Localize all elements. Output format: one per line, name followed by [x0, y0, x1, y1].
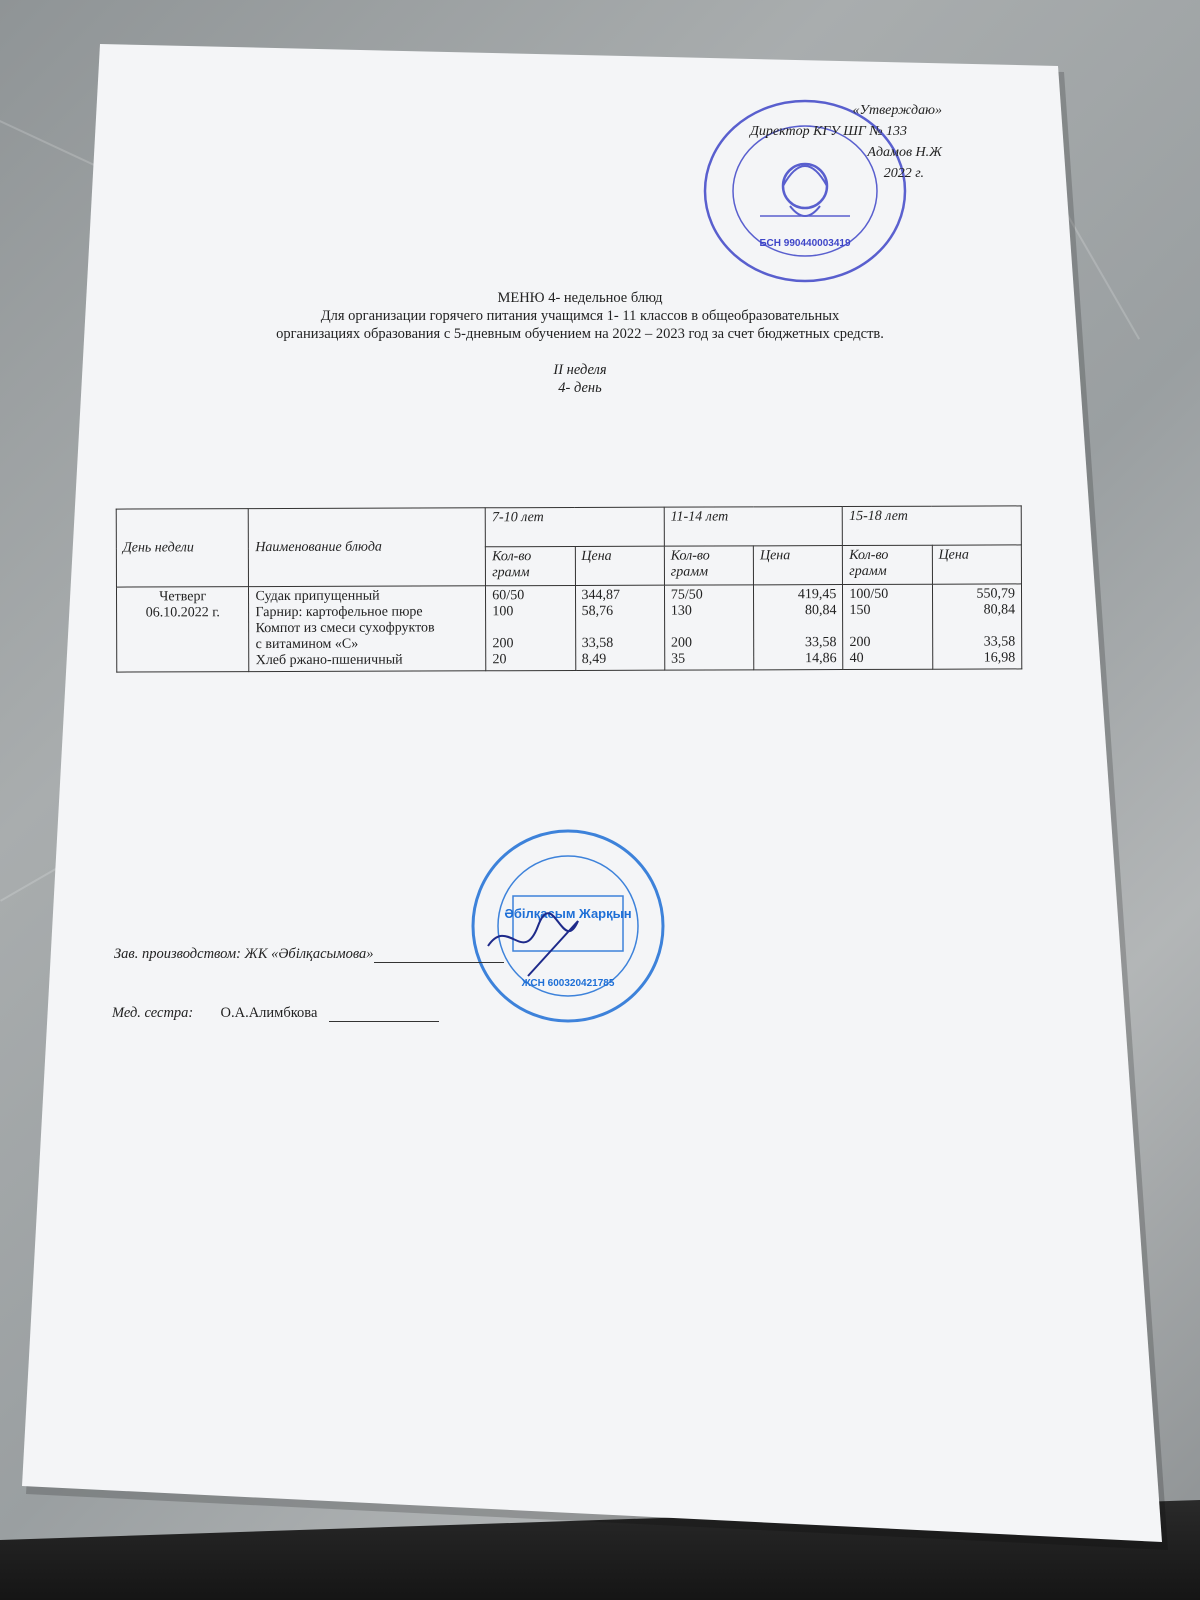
price-value: 550,79 — [976, 586, 1016, 602]
approval-line-1: «Утверждаю» — [852, 103, 942, 118]
qty-value: 130 — [670, 603, 692, 619]
qty-value: 35 — [671, 651, 686, 667]
qty-value: 40 — [849, 650, 864, 667]
bottom-seal-name: Әбілқасым Жарқын — [504, 906, 632, 921]
header-age-group-3: 15-18 лет — [843, 506, 1022, 546]
dish-3-cont: с витамином «С» — [255, 636, 359, 653]
price-value: 419,45 — [797, 587, 837, 603]
header-price-1: Цена — [575, 546, 664, 585]
qty-value: 200 — [670, 635, 693, 651]
day-date: 06.10.2022 г. — [145, 605, 220, 621]
nurse-sign-blank — [329, 1021, 439, 1022]
price-value: 80,84 — [804, 603, 837, 619]
price-value: 8,49 — [581, 651, 607, 667]
price-value: 344,87 — [581, 587, 621, 603]
production-label: Зав. производством: ЖК «Әбілқасымова» — [114, 946, 374, 962]
dish-1: Судак припущенный — [255, 588, 380, 605]
price-value: 16,98 — [983, 650, 1016, 666]
approval-block — [720, 100, 942, 184]
signature-scribble — [488, 913, 578, 976]
menu-table — [116, 505, 1023, 672]
production-sign-blank — [374, 962, 504, 963]
bottom-official-seal — [468, 826, 668, 1026]
qty-value: 200 — [849, 634, 871, 651]
table-row — [116, 584, 1021, 672]
qty-cell-group-1 — [486, 585, 576, 670]
qty-value: 150 — [849, 602, 871, 619]
title-line-3: организациях образования с 5-дневным обучением на 2022 – 2023 год за счет бюджетных средств. — [276, 326, 884, 342]
price-value: 14,86 — [805, 651, 837, 667]
bottom-seal-id: ЖСН 600320421785 — [521, 978, 615, 989]
price-value — [939, 618, 1015, 634]
header-dish-name: Наименование блюда — [249, 508, 486, 587]
price-value: 33,58 — [805, 635, 837, 651]
title-line-1: МЕНЮ 4- недельное блюд — [497, 290, 663, 306]
day-label: 4- день — [558, 380, 602, 396]
approval-line-2: Директор КГУ ШГ № 133 — [750, 124, 908, 139]
dish-3: Компот из смеси сухофруктов — [255, 620, 435, 637]
header-qty-2: Кол-во грамм — [664, 546, 753, 585]
document-title — [120, 289, 1040, 397]
qty-value — [492, 620, 568, 636]
header-price-3: Цена — [932, 545, 1021, 584]
dish-4: Хлеб ржано-пшеничный — [255, 652, 403, 669]
qty-value: 75/50 — [670, 587, 703, 603]
header-qty-3: Кол-во грамм — [843, 545, 932, 584]
approval-line-4: 2022 г. — [883, 166, 924, 181]
price-value: 80,84 — [983, 602, 1016, 618]
approval-line-3: Адамов Н.Ж — [867, 145, 942, 160]
qty-value — [671, 619, 747, 635]
table-header-row — [116, 506, 1021, 548]
header-day-of-week: День недели — [116, 509, 249, 587]
nurse-name: О.А.Алимбкова — [220, 1005, 318, 1021]
week-label: II неделя — [553, 362, 607, 378]
dishes-cell — [249, 586, 486, 672]
price-value: 33,58 — [581, 635, 614, 651]
qty-value: 100/50 — [849, 586, 889, 603]
production-signature-line — [114, 946, 504, 963]
qty-value: 20 — [492, 652, 507, 668]
nurse-label: Мед. сестра: — [112, 1005, 194, 1021]
price-value — [582, 620, 658, 636]
qty-cell-group-3 — [843, 584, 933, 669]
price-cell-group-2 — [754, 585, 844, 670]
header-age-group-2: 11-14 лет — [664, 507, 843, 547]
qty-value — [849, 619, 925, 635]
price-value — [760, 619, 836, 635]
title-line-2: Для организации горячего питания учащимся 1- 11 классов в общеобразовательных — [320, 308, 840, 324]
qty-value: 60/50 — [492, 588, 525, 604]
price-cell-group-3 — [932, 584, 1022, 669]
header-qty-1: Кол-во грамм — [486, 546, 575, 585]
price-value: 58,76 — [581, 603, 614, 619]
dish-2: Гарнир: картофельное пюре — [255, 604, 423, 621]
qty-value: 200 — [492, 636, 514, 652]
nurse-signature-line — [112, 1005, 439, 1022]
top-seal-bin: БСН 990440003419 — [759, 238, 851, 249]
price-value: 33,58 — [983, 634, 1016, 650]
day-cell — [116, 587, 249, 672]
header-age-group-1: 7-10 лет — [485, 507, 664, 547]
header-price-2: Цена — [753, 546, 842, 585]
qty-cell-group-2 — [664, 585, 754, 670]
price-cell-group-1 — [575, 585, 665, 670]
day-name: Четверг — [159, 589, 207, 605]
qty-value: 100 — [492, 604, 514, 620]
